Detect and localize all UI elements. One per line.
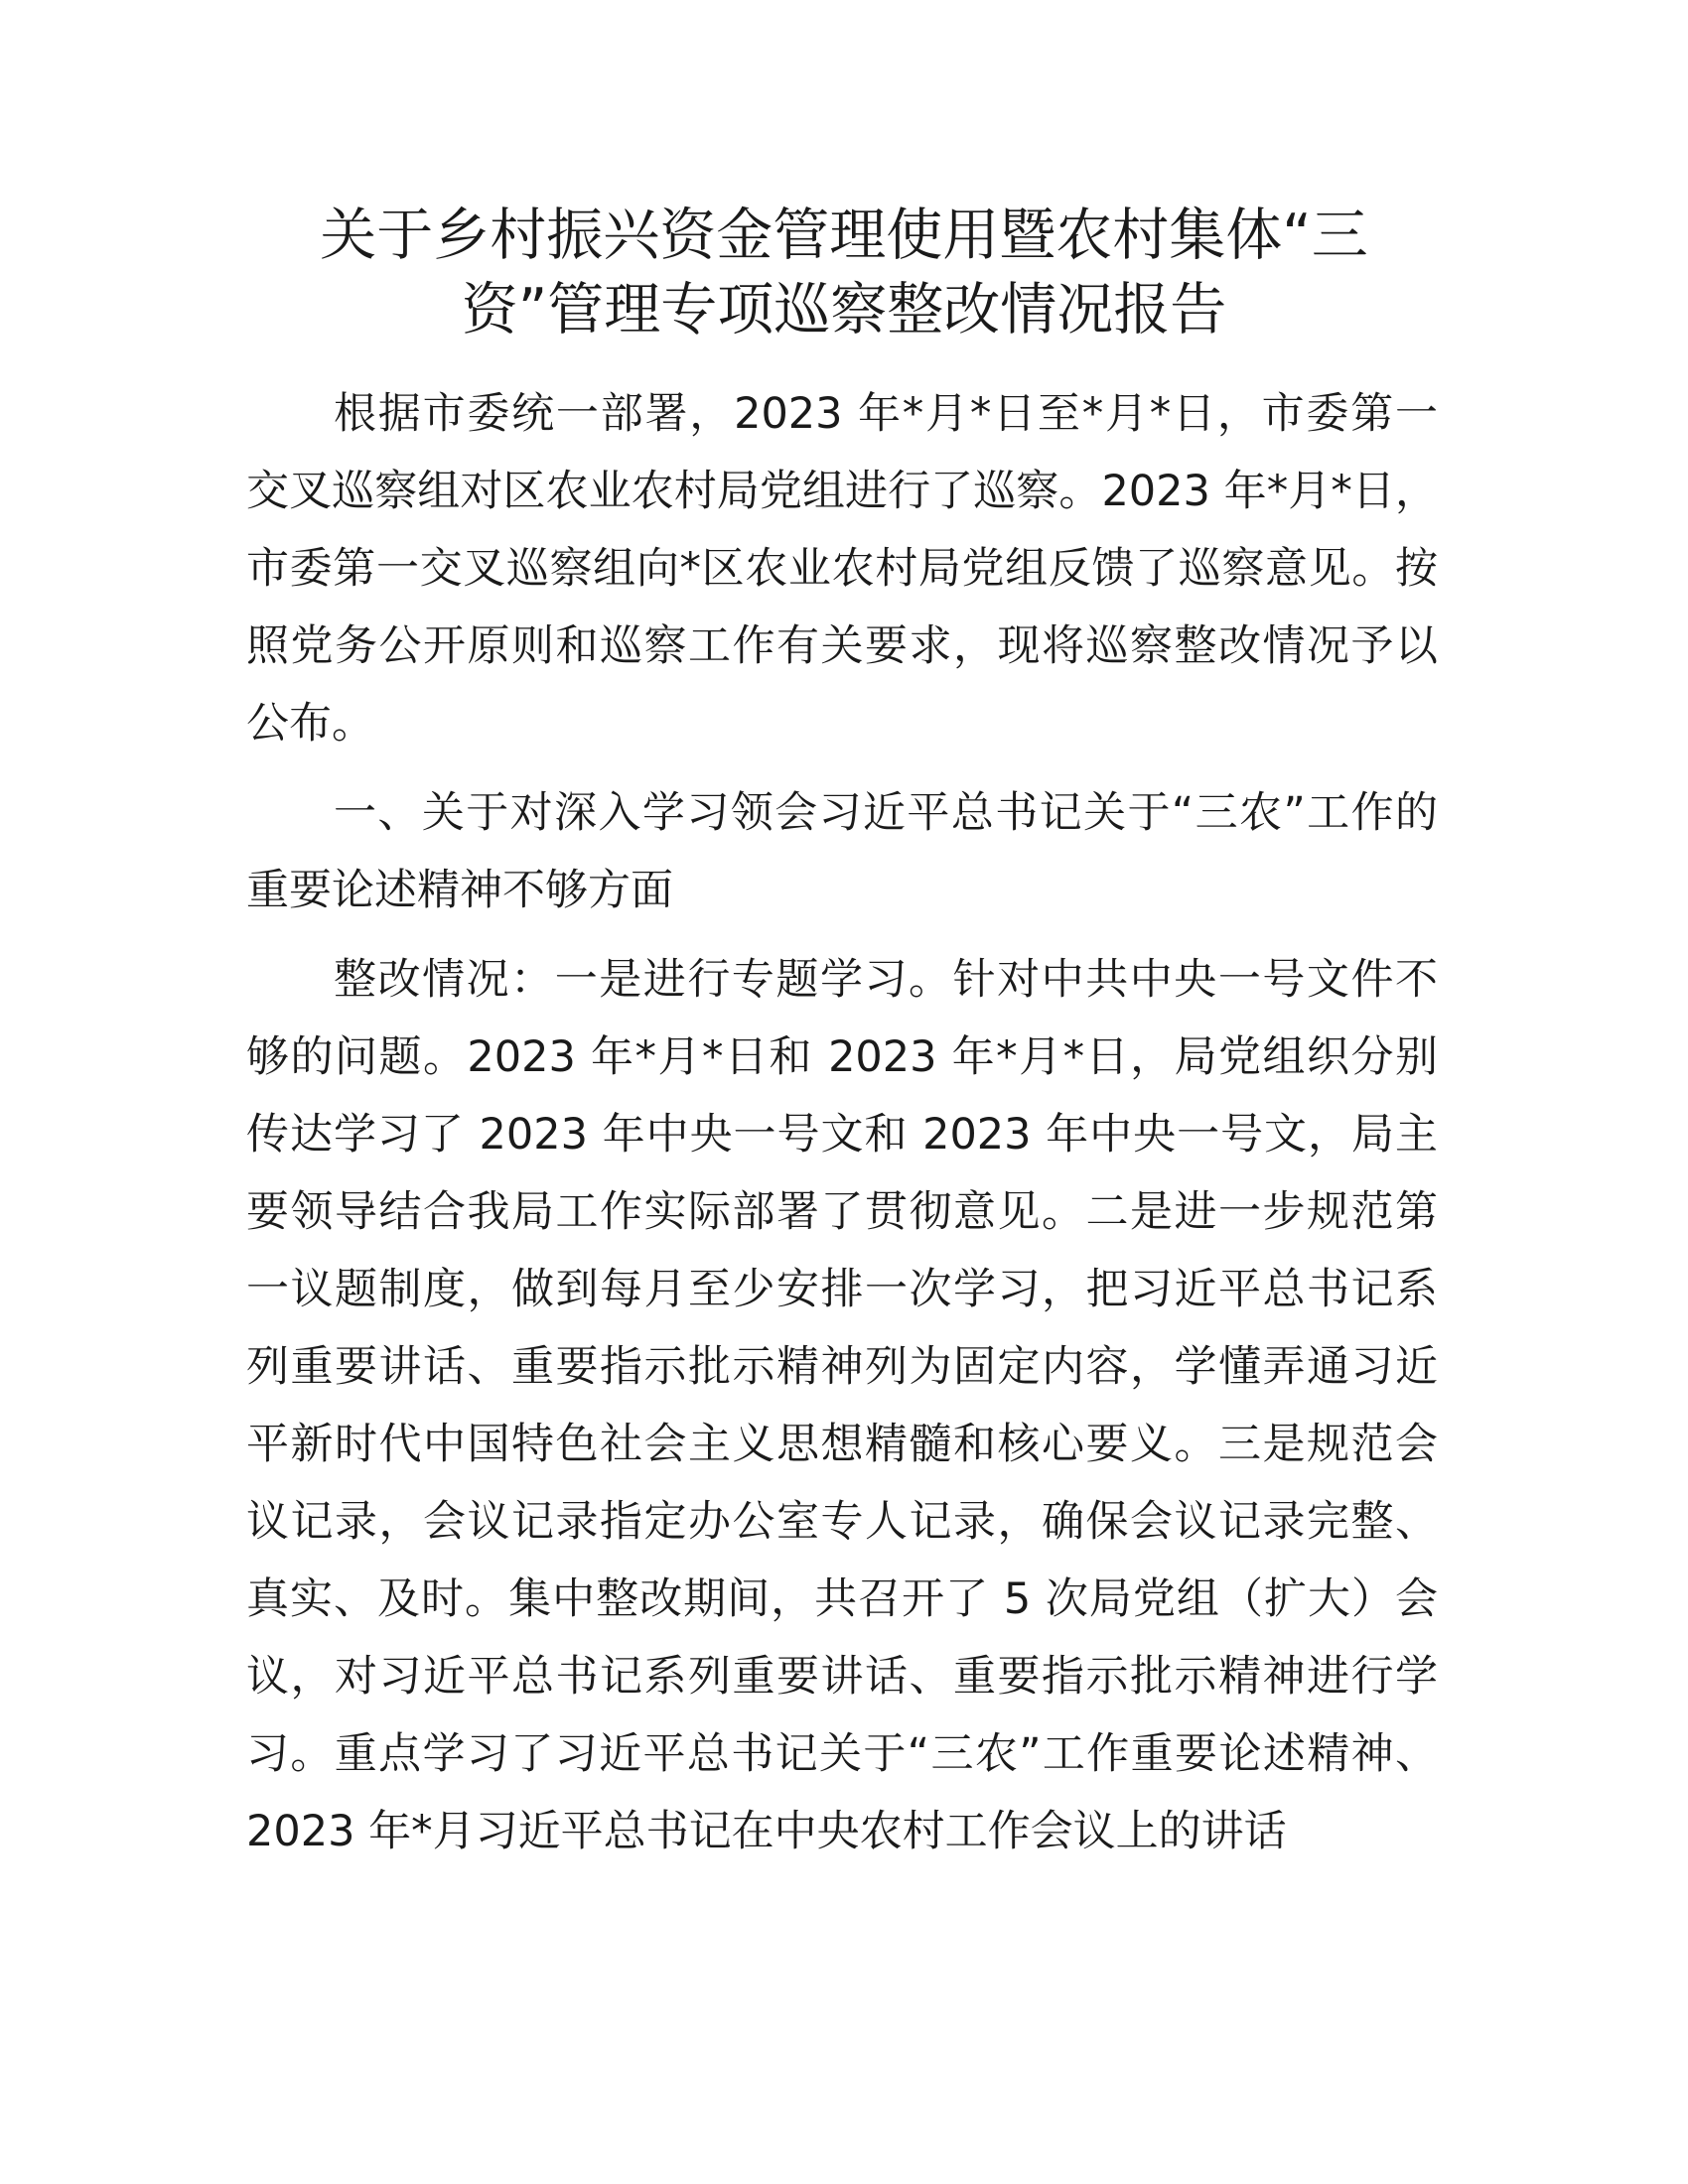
title-line-2: 资”管理专项巡察整改情况报告 xyxy=(461,277,1227,342)
section-heading-1: 一、关于对深入学习领会习近平总书记关于“三农”工作的重要论述精神不够方面 xyxy=(246,788,1438,915)
paragraph-intro: 根据市委统一部署，2023 年*月*日至*月*日，市委第一交叉巡察组对区农业农村局党组进行了巡察。2023 年*月*日，市委第一交叉巡察组向*区农业农村局党组反馈了巡察意见。按照党务公开原则和巡察工作有关要求，现将巡察整改情况予以公布。 xyxy=(246,389,1438,749)
paragraph-rectification: 整改情况：一是进行专题学习。针对中共中央一号文件不够的问题。2023 年*月*日和 2023 年*月*日，局党组织分别传达学习了 2023 年中央一号文和 2023 年中央一号文，局主要领导结合我局工作实际部署了贯彻意见。二是进一步规范第一议题制度，做到每月至少安排一次学习，把习近平总书记系列重要讲话、重要指示批示精神列为固定内容，学懂弄通习近平新时代中国特色社会主义思想精髓和核心要义。三是规范会议记录，会议记录指定办公室专人记录，确保会议记录完整、真实、及时。集中整改期间，共召开了 5 次局党组（扩大）会议，对习近平总书记系列重要讲话、重要指示批示精神进行学习。重点学习了习近平总书记关于“三农”工作重要论述精神、2023 年*月习近平总书记在中央农村工作会议上的讲话 xyxy=(246,955,1438,1856)
document-body xyxy=(246,375,1438,1882)
document-title xyxy=(199,199,1489,347)
title-line-1: 关于乡村振兴资金管理使用暨农村集体“三 xyxy=(320,203,1368,268)
